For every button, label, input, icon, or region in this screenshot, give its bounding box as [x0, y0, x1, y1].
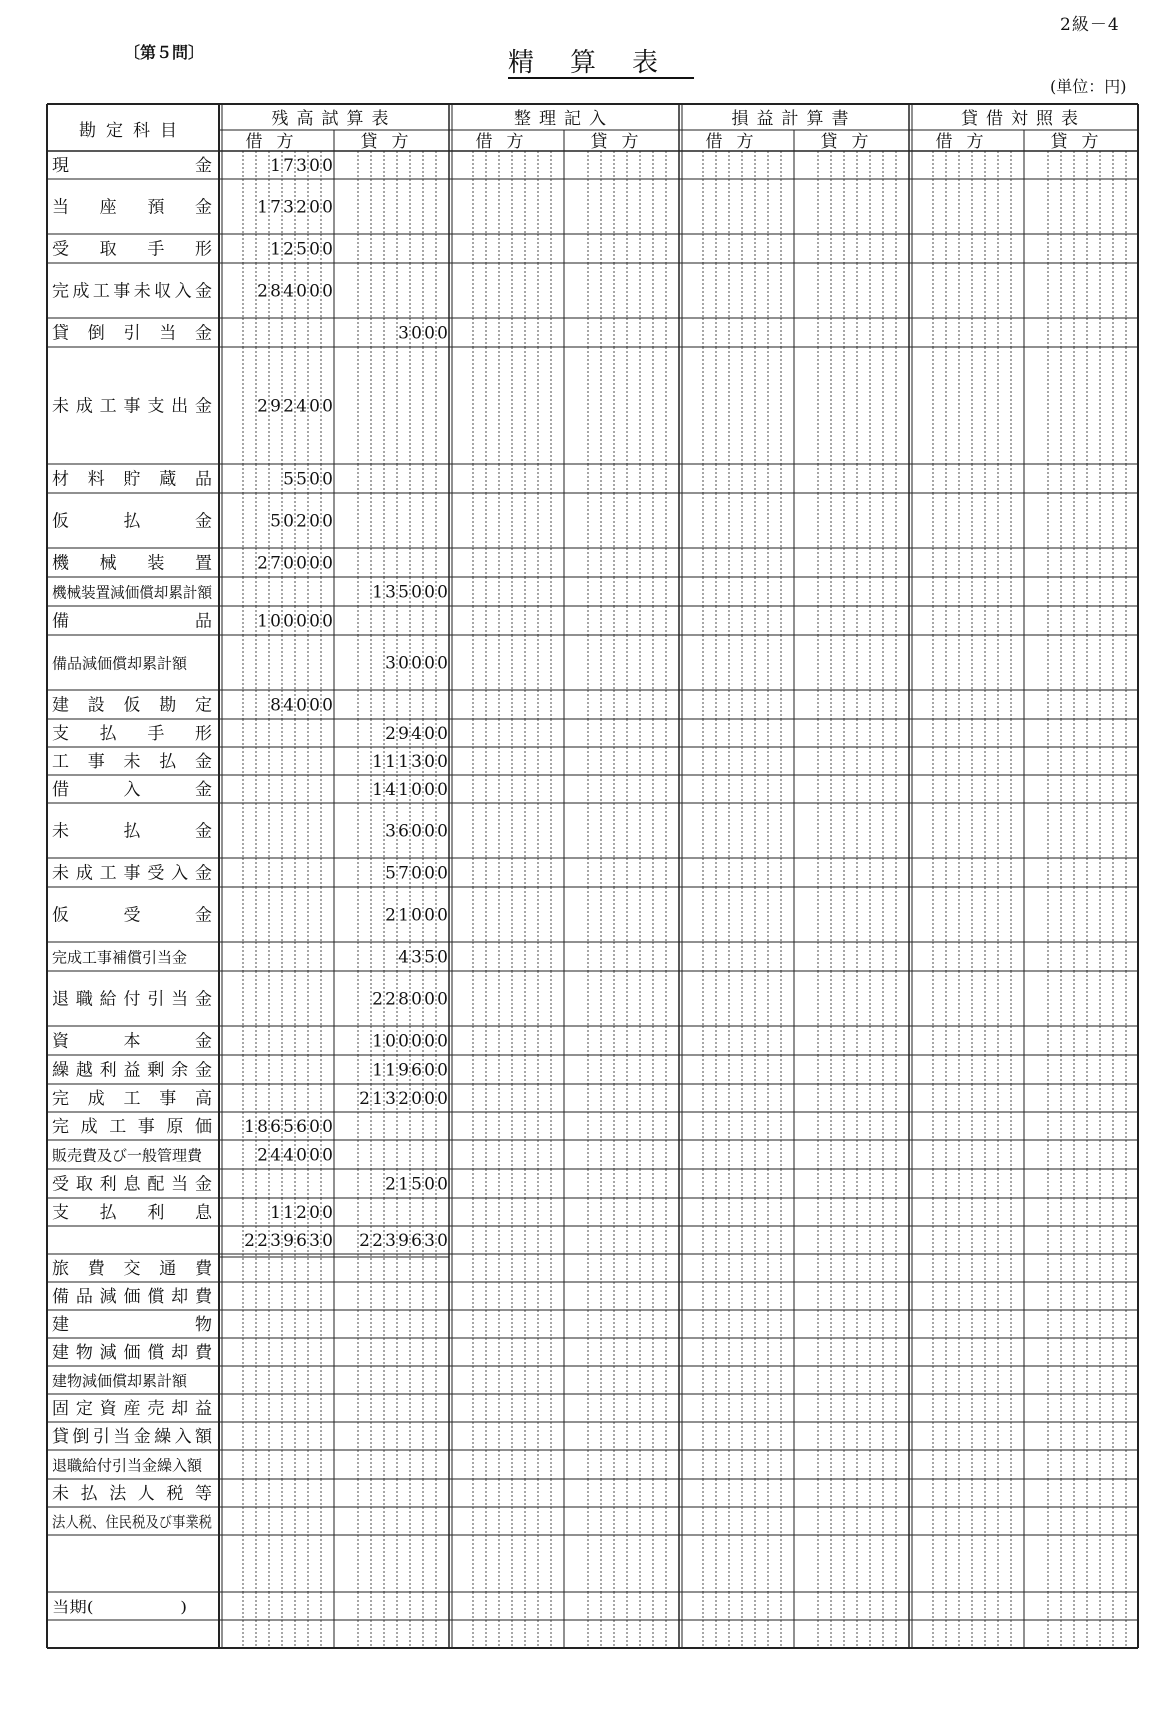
account-label: 仮受金 — [52, 905, 212, 926]
trial-balance-credit-digit: 9 — [398, 1231, 409, 1251]
trial-balance-debit-digit: 0 — [309, 695, 320, 716]
account-label: 機械装置 — [52, 553, 212, 574]
credit-header: 貸方 — [1050, 132, 1113, 152]
trial-balance-credit-digit: 0 — [385, 1031, 396, 1052]
trial-balance-credit-digit: 0 — [411, 1089, 422, 1109]
account-label: 完成工事補償引当金 — [52, 948, 187, 967]
trial-balance-credit-digit: 0 — [424, 1174, 435, 1195]
trial-balance-credit-digit: 2 — [385, 905, 396, 926]
account-label: 支払手形 — [52, 724, 212, 744]
account-label: 退職給付引当金繰入額 — [52, 1456, 203, 1475]
trial-balance-debit-digit: 8 — [270, 281, 281, 302]
trial-balance-credit-digit: 0 — [424, 724, 435, 744]
trial-balance-credit-digit: 6 — [411, 1060, 422, 1081]
account-label: 貸倒引当金繰入額 — [52, 1427, 212, 1447]
trial-balance-credit-digit: 3 — [398, 323, 409, 344]
trial-balance-credit-digit: 4 — [385, 780, 396, 800]
trial-balance-credit-digit: 3 — [411, 752, 422, 772]
trial-balance-debit-digit: 0 — [309, 553, 320, 574]
trial-balance-debit-digit: 7 — [270, 197, 281, 218]
trial-balance-debit-digit: 1 — [257, 197, 268, 218]
trial-balance-debit-digit: 3 — [296, 156, 307, 176]
trial-balance-debit-digit: 2 — [296, 511, 307, 532]
trial-balance-debit-digit: 0 — [322, 396, 333, 417]
trial-balance-debit-digit: 2 — [244, 1231, 255, 1251]
credit-header: 貸方 — [590, 132, 653, 152]
credit-header: 貸方 — [360, 132, 423, 152]
account-label: 完成工事未収入金 — [52, 281, 212, 302]
trial-balance-debit-digit: 0 — [270, 611, 281, 632]
trial-balance-credit-digit: 1 — [372, 780, 383, 800]
trial-balance-credit-digit: 0 — [437, 582, 448, 603]
trial-balance-debit-digit: 0 — [322, 1231, 333, 1251]
question-label: 〔第５問〕 — [124, 43, 205, 62]
trial-balance-debit-digit: 0 — [309, 396, 320, 417]
trial-balance-debit-digit: 1 — [257, 611, 268, 632]
trial-balance-debit-digit: 1 — [283, 1203, 294, 1223]
account-label: 当期( ) — [52, 1598, 187, 1616]
account-label: 建物減価償却累計額 — [52, 1372, 188, 1390]
trial-balance-credit-digit: 0 — [424, 582, 435, 603]
trial-balance-debit-digit: 0 — [309, 281, 320, 302]
trial-balance-debit-digit: 0 — [322, 281, 333, 302]
trial-balance-debit-digit: 8 — [270, 695, 281, 716]
trial-balance-credit-digit: 2 — [359, 1089, 370, 1109]
trial-balance-credit-digit: 3 — [385, 821, 396, 842]
group-header-3: 貸借対照表 — [961, 109, 1086, 129]
trial-balance-debit-digit: 4 — [283, 695, 294, 716]
trial-balance-debit-digit: 2 — [257, 396, 268, 417]
trial-balance-debit-digit: 0 — [322, 511, 333, 532]
trial-balance-debit-digit: 5 — [296, 469, 307, 490]
page-title: 精算表 — [508, 48, 695, 78]
trial-balance-credit-digit: 2 — [385, 724, 396, 744]
account-label: 資本金 — [52, 1031, 212, 1052]
trial-balance-credit-digit: 2 — [398, 1089, 409, 1109]
trial-balance-credit-digit: 5 — [424, 947, 435, 968]
account-label: 貸倒引当金 — [52, 323, 212, 344]
account-label: 備品 — [52, 611, 212, 632]
trial-balance-credit-digit: 1 — [398, 1174, 409, 1195]
trial-balance-debit-digit: 1 — [270, 239, 281, 260]
page-number: 2級－4 — [1060, 15, 1120, 35]
trial-balance-credit-digit: 2 — [372, 1231, 383, 1251]
trial-balance-debit-digit: 2 — [257, 553, 268, 574]
trial-balance-debit-digit: 2 — [257, 1231, 268, 1251]
trial-balance-credit-digit: 1 — [385, 752, 396, 772]
trial-balance-credit-digit: 0 — [424, 905, 435, 926]
trial-balance-debit-digit: 0 — [309, 239, 320, 260]
trial-balance-debit-digit: 2 — [296, 197, 307, 218]
trial-balance-credit-digit: 0 — [437, 653, 448, 674]
trial-balance-credit-digit: 0 — [437, 1031, 448, 1052]
group-header-1: 整理記入 — [514, 109, 614, 129]
trial-balance-debit-digit: 0 — [309, 1117, 320, 1137]
trial-balance-credit-digit: 1 — [398, 905, 409, 926]
trial-balance-credit-digit: 1 — [372, 582, 383, 603]
trial-balance-debit-digit: 0 — [283, 511, 294, 532]
trial-balance-debit-digit: 5 — [283, 469, 294, 490]
trial-balance-credit-digit: 0 — [437, 752, 448, 772]
trial-balance-credit-digit: 7 — [398, 863, 409, 884]
trial-balance-credit-digit: 0 — [424, 989, 435, 1010]
trial-balance-credit-digit: 0 — [424, 653, 435, 674]
trial-balance-debit-digit: 0 — [296, 553, 307, 574]
trial-balance-credit-digit: 3 — [385, 1231, 396, 1251]
trial-balance-credit-digit: 1 — [398, 780, 409, 800]
trial-balance-debit-digit: 5 — [296, 239, 307, 260]
account-label: 当座預金 — [52, 197, 212, 218]
trial-balance-debit-digit: 7 — [270, 553, 281, 574]
trial-balance-debit-digit: 4 — [270, 1145, 281, 1166]
trial-balance-debit-digit: 0 — [309, 1203, 320, 1223]
trial-balance-credit-digit: 0 — [424, 323, 435, 344]
trial-balance-debit-digit: 1 — [244, 1117, 255, 1137]
account-label: 受取利息配当金 — [52, 1174, 212, 1195]
trial-balance-credit-digit: 5 — [398, 582, 409, 603]
account-label: 備品減価償却累計額 — [52, 654, 188, 673]
trial-balance-credit-digit: 0 — [424, 780, 435, 800]
trial-balance-credit-digit: 0 — [437, 905, 448, 926]
debit-header: 借方 — [245, 132, 308, 152]
trial-balance-credit-digit: 2 — [385, 989, 396, 1010]
trial-balance-credit-digit: 0 — [437, 1231, 448, 1251]
trial-balance-debit-digit: 0 — [322, 197, 333, 218]
trial-balance-credit-digit: 3 — [385, 582, 396, 603]
trial-balance-debit-digit: 0 — [322, 469, 333, 490]
trial-balance-debit-digit: 7 — [283, 156, 294, 176]
account-label: 工事未払金 — [52, 752, 212, 772]
group-header-0: 残高試算表 — [271, 109, 397, 129]
account-label: 建物減価償却費 — [52, 1343, 212, 1363]
trial-balance-debit-digit: 6 — [270, 1117, 281, 1137]
trial-balance-debit-digit: 9 — [283, 1231, 294, 1251]
trial-balance-debit-digit: 0 — [322, 1145, 333, 1166]
account-label: 法人税、住民税及び事業税 — [52, 1513, 212, 1531]
trial-balance-debit-digit: 3 — [309, 1231, 320, 1251]
trial-balance-debit-digit: 2 — [296, 1203, 307, 1223]
trial-balance-credit-digit: 0 — [398, 653, 409, 674]
account-label: 繰越利益剰余金 — [52, 1060, 212, 1081]
account-label: 受取手形 — [52, 239, 212, 260]
trial-balance-credit-digit: 0 — [411, 905, 422, 926]
trial-balance-debit-digit: 6 — [296, 1231, 307, 1251]
trial-balance-debit-digit: 0 — [296, 1145, 307, 1166]
trial-balance-credit-digit: 0 — [437, 1174, 448, 1195]
trial-balance-credit-digit: 0 — [437, 947, 448, 968]
account-label: 建設仮勘定 — [52, 695, 212, 716]
debit-header: 借方 — [935, 132, 998, 152]
trial-balance-credit-digit: 0 — [437, 323, 448, 344]
trial-balance-credit-digit: 0 — [437, 863, 448, 884]
trial-balance-credit-digit: 0 — [424, 863, 435, 884]
trial-balance-credit-digit: 0 — [437, 989, 448, 1010]
trial-balance-debit-digit: 0 — [322, 611, 333, 632]
trial-balance-credit-digit: 9 — [398, 1060, 409, 1081]
account-label: 材料貯蔵品 — [52, 469, 212, 490]
trial-balance-debit-digit: 0 — [322, 156, 333, 176]
trial-balance-debit-digit: 6 — [296, 1117, 307, 1137]
trial-balance-debit-digit: 0 — [309, 511, 320, 532]
trial-balance-debit-digit: 0 — [322, 1117, 333, 1137]
trial-balance-debit-digit: 1 — [270, 156, 281, 176]
trial-balance-credit-digit: 3 — [385, 1089, 396, 1109]
trial-balance-debit-digit: 2 — [283, 396, 294, 417]
account-label: 備品減価償却費 — [52, 1287, 212, 1307]
trial-balance-credit-digit: 0 — [424, 821, 435, 842]
trial-balance-credit-digit: 5 — [411, 1174, 422, 1195]
trial-balance-debit-digit: 2 — [257, 281, 268, 302]
trial-balance-debit-digit: 2 — [257, 1145, 268, 1166]
trial-balance-credit-digit: 3 — [411, 947, 422, 968]
trial-balance-debit-digit: 0 — [283, 611, 294, 632]
account-label: 退職給付引当金 — [52, 989, 212, 1010]
account-label: 旅費交通費 — [52, 1259, 212, 1279]
trial-balance-debit-digit: 0 — [309, 197, 320, 218]
trial-balance-debit-digit: 0 — [296, 281, 307, 302]
trial-balance-credit-digit: 0 — [437, 1060, 448, 1081]
trial-balance-debit-digit: 1 — [270, 1203, 281, 1223]
account-label: 借入金 — [52, 780, 212, 800]
trial-balance-debit-digit: 0 — [309, 156, 320, 176]
trial-balance-credit-digit: 0 — [411, 582, 422, 603]
credit-header: 貸方 — [820, 132, 883, 152]
trial-balance-credit-digit: 0 — [411, 821, 422, 842]
trial-balance-credit-digit: 0 — [437, 724, 448, 744]
trial-balance-credit-digit: 0 — [411, 653, 422, 674]
trial-balance-debit-digit: 4 — [283, 281, 294, 302]
trial-balance-credit-digit: 4 — [411, 724, 422, 744]
trial-balance-debit-digit: 9 — [270, 396, 281, 417]
trial-balance-debit-digit: 2 — [283, 239, 294, 260]
trial-balance-credit-digit: 0 — [437, 821, 448, 842]
trial-balance-debit-digit: 0 — [322, 553, 333, 574]
trial-balance-debit-digit: 3 — [283, 197, 294, 218]
trial-balance-credit-digit: 0 — [411, 863, 422, 884]
trial-balance-credit-digit: 6 — [411, 1231, 422, 1251]
trial-balance-credit-digit: 1 — [372, 1060, 383, 1081]
trial-balance-credit-digit: 0 — [424, 1031, 435, 1052]
trial-balance-debit-digit: 5 — [270, 511, 281, 532]
trial-balance-debit-digit: 0 — [296, 695, 307, 716]
trial-balance-credit-digit: 0 — [437, 1089, 448, 1109]
trial-balance-credit-digit: 0 — [424, 752, 435, 772]
trial-balance-credit-digit: 1 — [385, 1060, 396, 1081]
trial-balance-debit-digit: 0 — [322, 239, 333, 260]
trial-balance-debit-digit: 0 — [309, 611, 320, 632]
account-label: 建物 — [52, 1315, 212, 1335]
account-label: 仮払金 — [52, 511, 212, 532]
trial-balance-debit-digit: 4 — [283, 1145, 294, 1166]
trial-balance-credit-digit: 3 — [385, 653, 396, 674]
trial-balance-credit-digit: 1 — [398, 752, 409, 772]
debit-header: 借方 — [475, 132, 538, 152]
debit-header: 借方 — [705, 132, 768, 152]
trial-balance-debit-digit: 0 — [322, 1203, 333, 1223]
trial-balance-credit-digit: 0 — [411, 323, 422, 344]
account-label: 機械装置減価償却累計額 — [52, 583, 213, 602]
trial-balance-credit-digit: 1 — [372, 1089, 383, 1109]
trial-balance-credit-digit: 0 — [411, 1031, 422, 1052]
account-label: 完成工事高 — [52, 1089, 212, 1109]
trial-balance-credit-digit: 0 — [437, 780, 448, 800]
account-label: 販売費及び一般管理費 — [52, 1146, 203, 1165]
account-label: 固定資産売却益 — [52, 1399, 212, 1419]
trial-balance-credit-digit: 6 — [398, 821, 409, 842]
trial-balance-debit-digit: 3 — [270, 1231, 281, 1251]
account-label: 未成工事受入金 — [52, 863, 212, 884]
unit-label: (単位：円) — [1050, 77, 1127, 96]
account-label: 現金 — [52, 156, 212, 176]
trial-balance-credit-digit: 0 — [398, 1031, 409, 1052]
trial-balance-credit-digit: 0 — [424, 1060, 435, 1081]
trial-balance-credit-digit: 8 — [398, 989, 409, 1010]
trial-balance-credit-digit: 5 — [385, 863, 396, 884]
account-label: 未払法人税等 — [52, 1484, 212, 1504]
account-label: 支払利息 — [52, 1203, 212, 1223]
trial-balance-credit-digit: 1 — [372, 752, 383, 772]
trial-balance-debit-digit: 0 — [283, 553, 294, 574]
trial-balance-credit-digit: 2 — [385, 1174, 396, 1195]
trial-balance-credit-digit: 3 — [424, 1231, 435, 1251]
trial-balance-credit-digit: 2 — [359, 1231, 370, 1251]
trial-balance-credit-digit: 4 — [398, 947, 409, 968]
trial-balance-debit-digit: 8 — [257, 1117, 268, 1137]
trial-balance-debit-digit: 0 — [296, 611, 307, 632]
account-label: 完成工事原価 — [52, 1117, 212, 1137]
group-header-2: 損益計算書 — [731, 109, 857, 129]
trial-balance-debit-digit: 4 — [296, 396, 307, 417]
trial-balance-credit-digit: 0 — [424, 1089, 435, 1109]
trial-balance-debit-digit: 5 — [283, 1117, 294, 1137]
account-label: 未成工事支出金 — [52, 396, 212, 417]
account-label: 未払金 — [52, 821, 212, 842]
trial-balance-debit-digit: 0 — [322, 695, 333, 716]
trial-balance-debit-digit: 0 — [309, 1145, 320, 1166]
trial-balance-credit-digit: 0 — [411, 989, 422, 1010]
trial-balance-credit-digit: 9 — [398, 724, 409, 744]
trial-balance-credit-digit: 0 — [411, 780, 422, 800]
trial-balance-debit-digit: 0 — [309, 469, 320, 490]
account-header: 勘定科目 — [79, 121, 187, 141]
trial-balance-credit-digit: 1 — [372, 1031, 383, 1052]
trial-balance-credit-digit: 2 — [372, 989, 383, 1010]
